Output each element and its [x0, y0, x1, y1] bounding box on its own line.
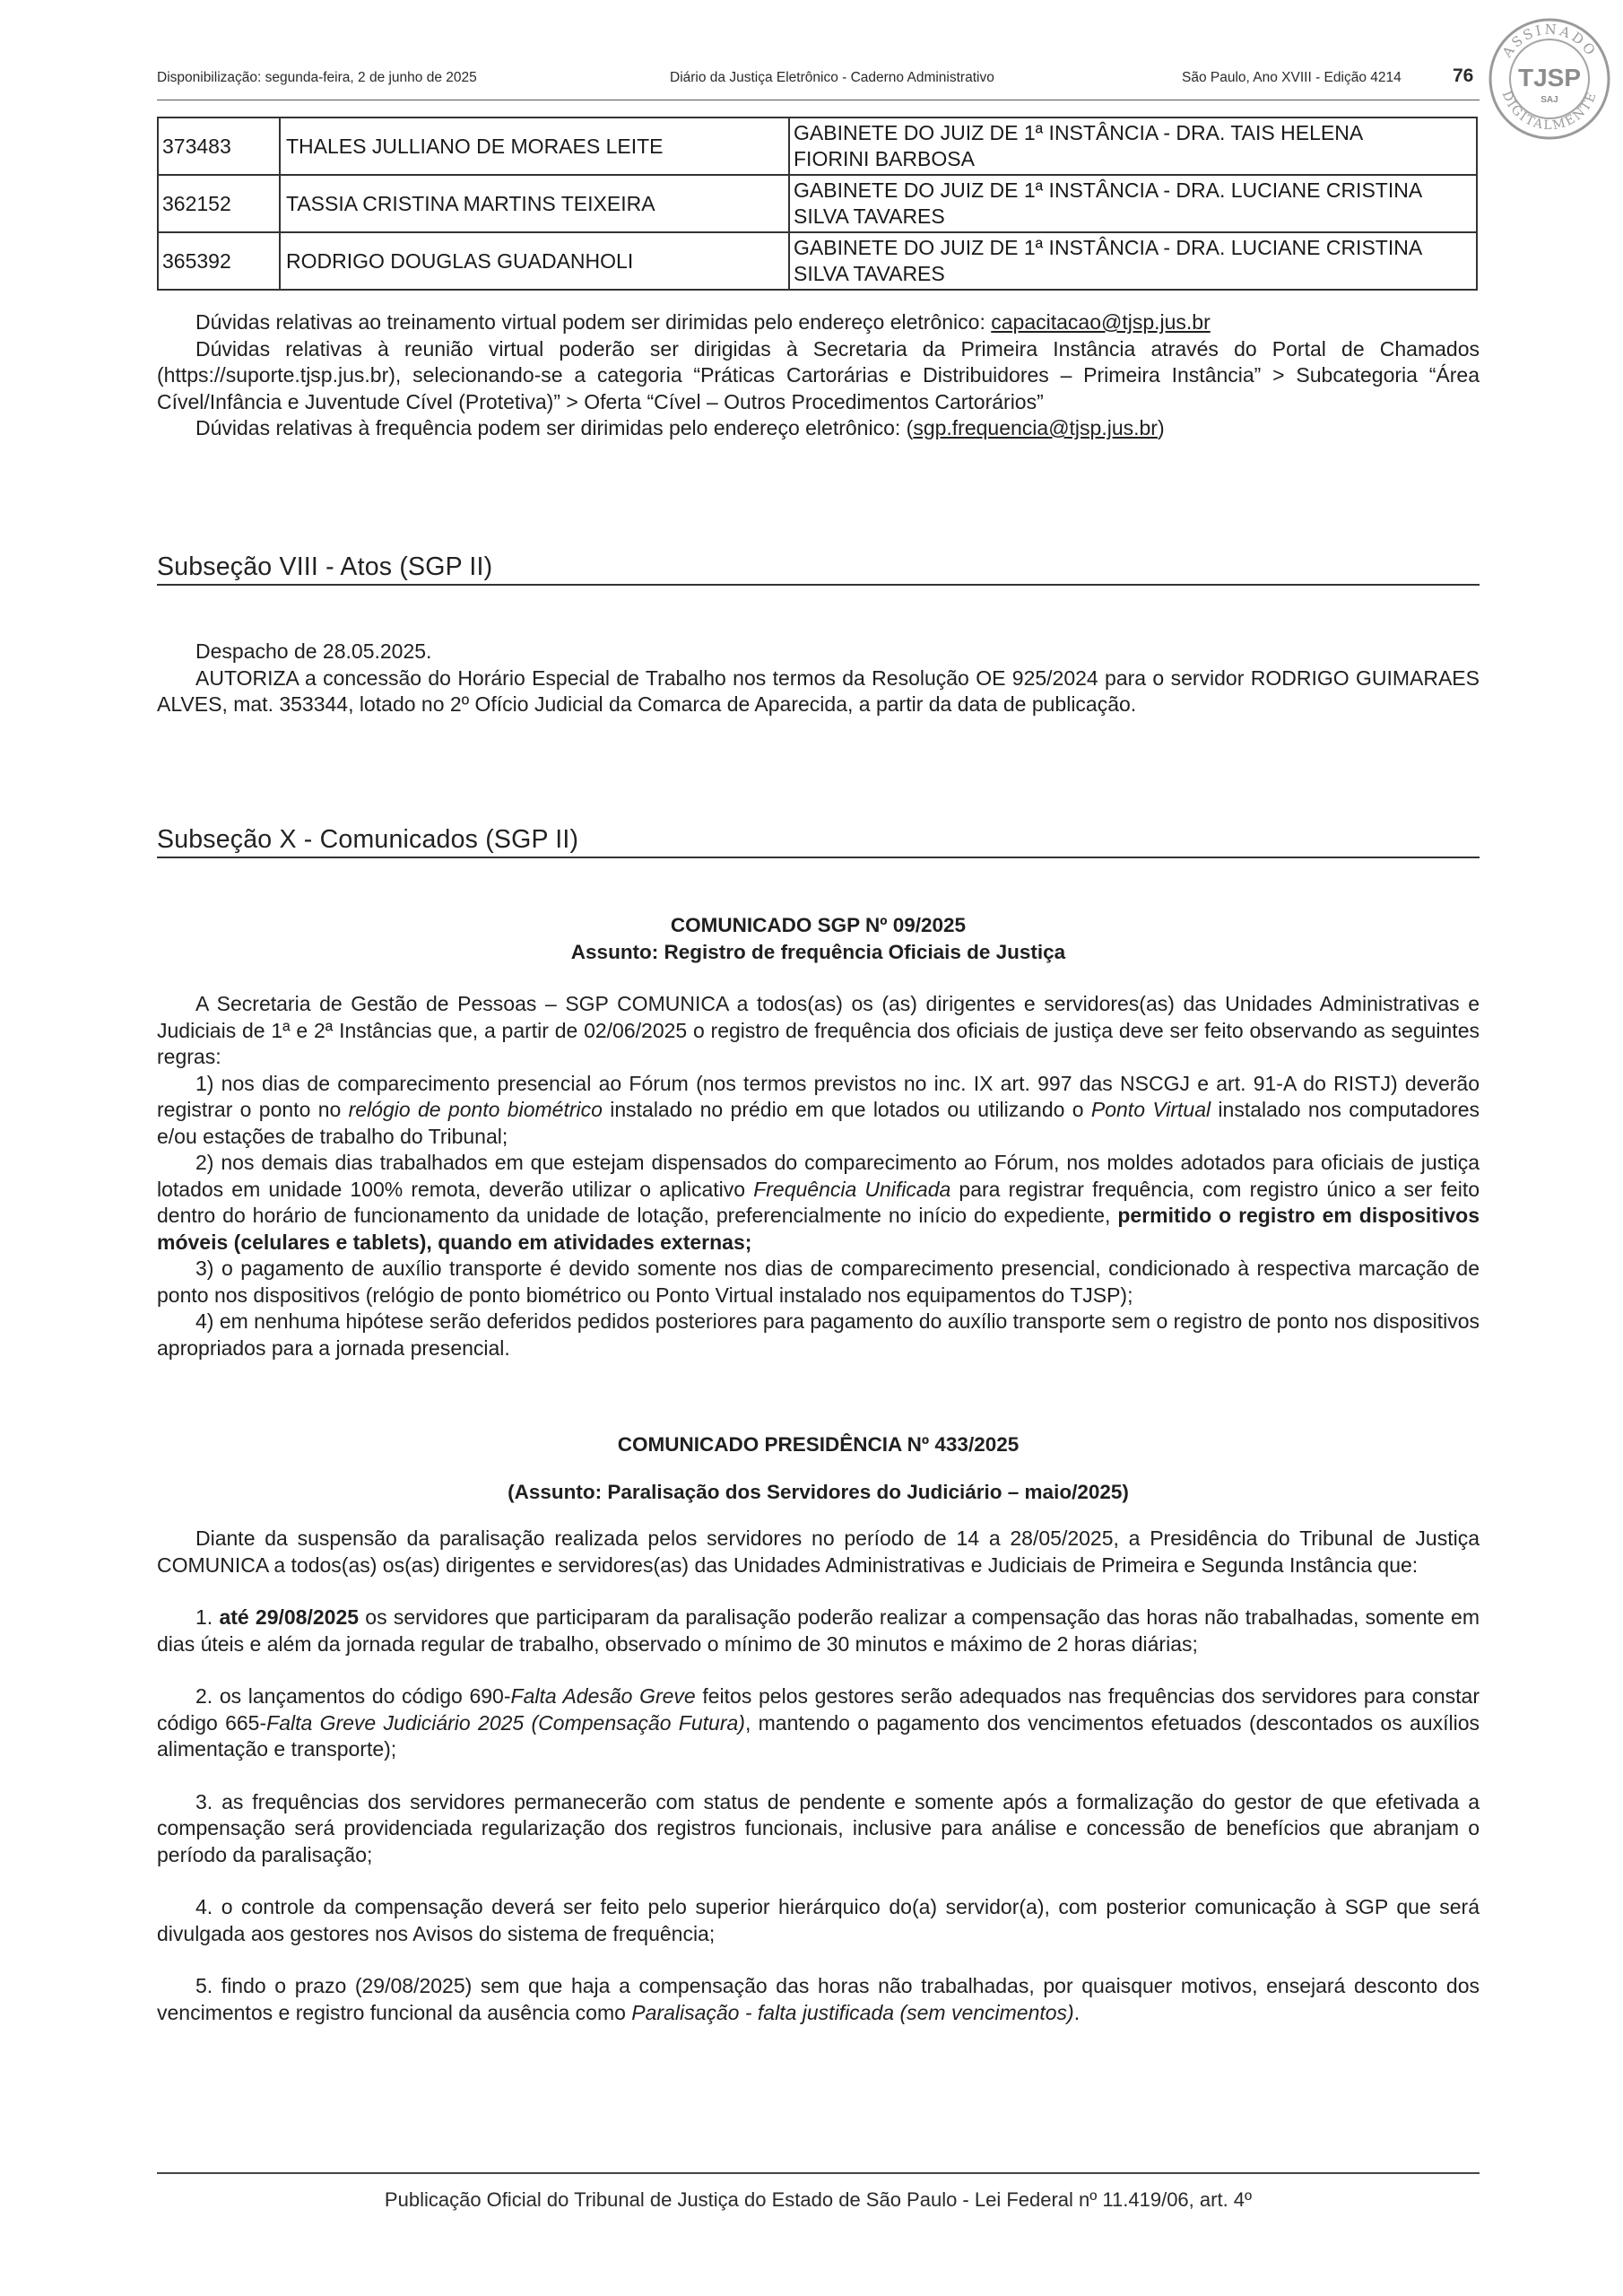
tjsp-digital-signature-seal	[1487, 16, 1612, 142]
svg-text:ASSINADO: ASSINADO	[1498, 21, 1601, 61]
page-footer: Publicação Oficial do Tribunal de Justiça do Estado de São Paulo - Lei Federal nº 11.419/06, art. 4º	[384, 2188, 1253, 2211]
comunicado-pres-item-1: 1. até 29/08/2025 os servidores que participaram da paralisação poderão realizar a compensação das horas não trabalhadas, somente em dias úteis e além da jornada regular de trabalho, observado o mínimo de 30 minutos e máximo de 2 horas diárias;	[157, 1605, 1480, 1656]
header-publication-date: Disponibilização: segunda-feira, 2 de junho de 2025	[157, 70, 477, 85]
svg-text:SAJ: SAJ	[1541, 95, 1558, 105]
table-cell-id: 362152	[158, 175, 280, 232]
section-viii-body	[157, 639, 1480, 718]
comunicado-sgp-item-2: 2) nos demais dias trabalhados em que estejam dispensados do comparecimento ao Fórum, nos moldes adotados para oficiais de justiça lotados em unidade 100% remota, deverão utilizar o aplicativo Frequência Unificada para registrar frequência, com registro único a ser feito dentro do horário de funcionamento da unidade de lotação, preferencialmente no início do expediente, permitido o registro em dispositivos móveis (celulares e tablets), quando em atividades externas;	[157, 1151, 1480, 1254]
training-email-link[interactable]: capacitacao@tjsp.jus.br	[991, 310, 1211, 334]
despacho-date: Despacho de 28.05.2025.	[195, 639, 432, 663]
table-row	[158, 117, 1477, 175]
servers-table	[157, 117, 1478, 291]
comunicado-pres-item-4: 4. o controle da compensação deverá ser feito pelo superior hierárquico do(a) servidor(a), com posterior comunicação à SGP que será divulgada aos gestores nos Avisos do sistema de frequência;	[157, 1895, 1480, 1945]
page-header	[157, 63, 1480, 100]
despacho-text: AUTORIZA a concessão do Horário Especial de Trabalho nos termos da Resolução OE 925/2024 para o servidor RODRIGO GUIMARAES ALVES, mat. 353344, lotado no 2º Ofício Judicial da Comarca de Aparecida, a partir da data de publicação.	[157, 665, 1480, 716]
comunicado-sgp-item-3: 3) o pagamento de auxílio transporte é devido somente nos dias de comparecimento presencial, condicionado à respectiva marcação de ponto nos dispositivos (relógio de ponto biométrico ou Ponto Virtual instalado nos equipamentos do TJSP);	[157, 1257, 1480, 1307]
comunicado-sgp-intro: A Secretaria de Gestão de Pessoas – SGP COMUNICA a todos(as) os (as) dirigentes e servidores(as) das Unidades Administrativas e Judiciais de 1ª e 2ª Instâncias que, a partir de 02/06/2025 o registro de frequência dos oficiais de justiça deve ser feito observando as seguintes regras:	[157, 992, 1480, 1068]
table-row	[158, 175, 1477, 232]
table-cell-name: THALES JULLIANO DE MORAES LEITE	[280, 117, 789, 175]
table-row	[158, 232, 1477, 290]
page-number: 76	[1453, 65, 1474, 86]
comunicado-pres-item-2: 2. os lançamentos do código 690-Falta Adesão Greve feitos pelos gestores serão adequados nas frequências dos servidores para constar código 665-Falta Greve Judiciário 2025 (Compensação Futura), mantendo o pagamento dos vencimentos efetuados (descontados os auxílios alimentação e transporte);	[157, 1684, 1480, 1761]
footer-divider	[157, 2172, 1480, 2174]
table-cell-name: RODRIGO DOUGLAS GUADANHOLI	[280, 232, 789, 290]
table-cell-name: TASSIA CRISTINA MARTINS TEIXEIRA	[280, 175, 789, 232]
frequency-email-link[interactable]: sgp.frequencia@tjsp.jus.br	[913, 416, 1158, 439]
table-cell-id: 365392	[158, 232, 280, 290]
comunicado-sgp-subject: Assunto: Registro de frequência Oficiais de Justiça	[570, 940, 1066, 963]
table-cell-unit: GABINETE DO JUIZ DE 1ª INSTÂNCIA - DRA. TAIS HELENA FIORINI BARBOSA	[789, 117, 1477, 175]
comunicado-sgp-item-1: 1) nos dias de comparecimento presencial ao Fórum (nos termos previstos no inc. IX art. 997 das NSCGJ e art. 91-A do RISTJ) deverão registrar o ponto no relógio de ponto biométrico instalado no prédio em que lotados ou utilizando o Ponto Virtual instalado nos computadores e/ou estações de trabalho do Tribunal;	[157, 1071, 1480, 1148]
comunicado-sgp-item-4: 4) em nenhuma hipótese serão deferidos pedidos posteriores para pagamento do auxílio transporte sem o registro de ponto nos dispositivos apropriados para a jornada presencial.	[157, 1309, 1480, 1360]
comunicado-pres-item-5: 5. findo o prazo (29/08/2025) sem que haja a compensação das horas não trabalhadas, por quaisquer motivos, ensejará desconto dos vencimentos e registro funcional da ausência como Paralisação - falta justificada (sem vencimentos).	[157, 1974, 1480, 2024]
section-title-x: Subseção X - Comunicados (SGP II)	[157, 825, 1480, 858]
header-edition: São Paulo, Ano XVIII - Edição 4214	[1182, 70, 1402, 85]
section-title-viii: Subseção VIII - Atos (SGP II)	[157, 552, 1480, 586]
comunicado-pres-title: COMUNICADO PRESIDÊNCIA Nº 433/2025	[617, 1433, 1020, 1456]
doubts-training: Dúvidas relativas ao treinamento virtual podem ser dirimidas pelo endereço eletrônico: capacitacao@tjsp.jus.br	[195, 310, 1211, 334]
doubts-frequency: Dúvidas relativas à frequência podem ser dirimidas pelo endereço eletrônico: (sgp.frequencia@tjsp.jus.br)	[195, 416, 1165, 439]
comunicado-pres-item-3: 3. as frequências dos servidores permanecerão com status de pendente e somente após a formalização do gestor de que efetivada a compensação será providenciada regularização dos registros funcionais, inclusive para análise e concessão de benefícios que abranjam o período da paralisação;	[157, 1789, 1480, 1866]
svg-text:TJSP: TJSP	[1517, 64, 1582, 91]
doubts-paragraphs	[157, 309, 1480, 442]
svg-text:DIGITALMENTE: DIGITALMENTE	[1498, 89, 1601, 134]
table-cell-unit: GABINETE DO JUIZ DE 1ª INSTÂNCIA - DRA. LUCIANE CRISTINA SILVA TAVARES	[789, 232, 1477, 290]
comunicado-presidencia	[157, 1431, 1480, 2026]
comunicado-sgp	[157, 912, 1480, 1361]
comunicado-pres-intro: Diante da suspensão da paralisação realizada pelos servidores no período de 14 a 28/05/2025, a Presidência do Tribunal de Justiça COMUNICA a todos(as) os(as) dirigentes e servidores(as) das Unidades Administrativas e Judiciais de Primeira e Segunda Instância que:	[157, 1526, 1480, 1577]
table-cell-id: 373483	[158, 117, 280, 175]
table-cell-unit: GABINETE DO JUIZ DE 1ª INSTÂNCIA - DRA. LUCIANE CRISTINA SILVA TAVARES	[789, 175, 1477, 232]
doubts-meeting: Dúvidas relativas à reunião virtual poderão ser dirigidas à Secretaria da Primeira Instância através do Portal de Chamados (https://suporte.tjsp.jus.br), selecionando-se a categoria “Práticas Cartorárias e Distribuidores – Primeira Instância” > Subcategoria “Área Cível/Infância e Juventude Cível (Protetiva)” > Oferta “Cível – Outros Procedimentos Cartorários”	[157, 336, 1480, 413]
comunicado-sgp-title: COMUNICADO SGP Nº 09/2025	[670, 914, 967, 936]
header-journal-title: Diário da Justiça Eletrônico - Caderno Administrativo	[670, 70, 994, 85]
comunicado-pres-subject: (Assunto: Paralisação dos Servidores do Judiciário – maio/2025)	[508, 1480, 1129, 1503]
